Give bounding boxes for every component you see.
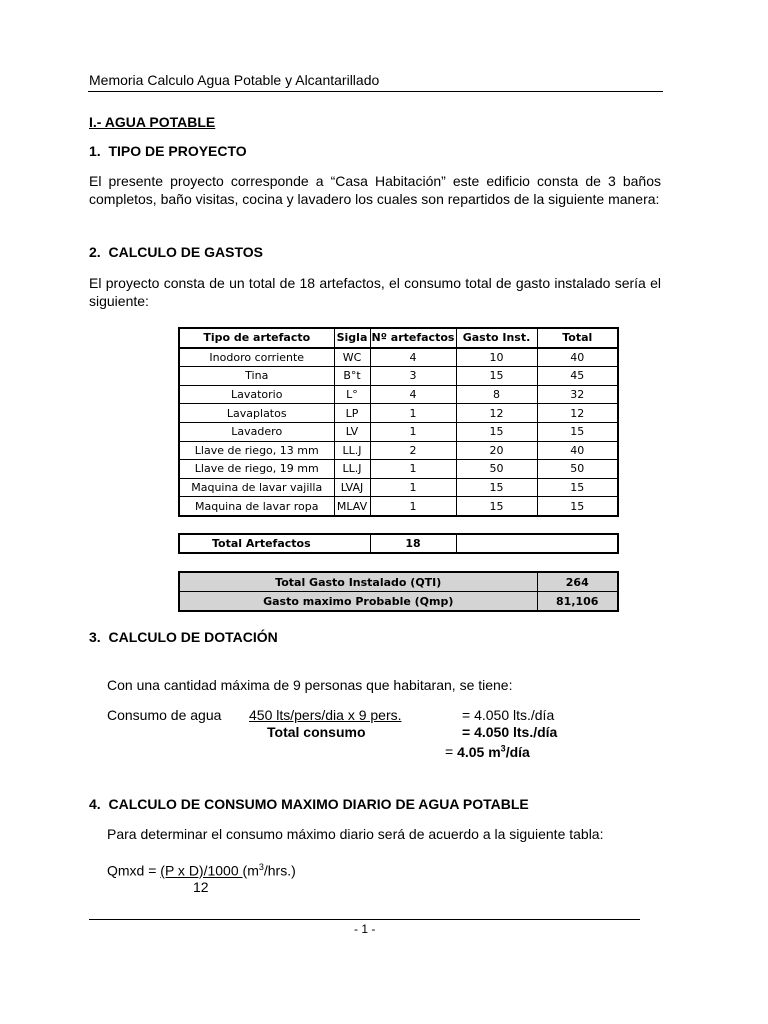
table-cell: MLAV	[334, 497, 370, 516]
section-2-number: 2.	[89, 244, 101, 260]
eq3-exp: 3	[500, 743, 506, 753]
eq3-value: 4.05 m	[457, 743, 501, 760]
section-2-title: CALCULO DE GASTOS	[108, 244, 263, 260]
table-cell: Lavadero	[179, 422, 334, 441]
page-number: - 1 -	[354, 922, 376, 936]
table-row	[179, 497, 618, 516]
table-cell: 4	[370, 385, 456, 404]
table-cell: 15	[456, 478, 537, 497]
table-cell: LVAJ	[334, 478, 370, 497]
table-cell: 1	[370, 404, 456, 423]
table-cell: 50	[456, 460, 537, 479]
section-4-intro: Para determinar el consumo máximo diario será de acuerdo a la siguiente tabla:	[107, 826, 604, 842]
section-4-heading	[89, 796, 529, 812]
qmxd-formula	[107, 862, 296, 879]
table-cell: 1	[370, 478, 456, 497]
eq3-suffix: /día	[505, 743, 530, 760]
total-artefactos-empty	[456, 534, 618, 553]
total-consumo-value: = 4.050 lts./día	[462, 724, 558, 740]
section-1-heading	[89, 143, 247, 159]
table-row	[179, 404, 618, 423]
table-cell: 12	[537, 404, 618, 423]
table-cell: 4	[370, 348, 456, 367]
table-cell: L°	[334, 385, 370, 404]
table-cell: 32	[537, 385, 618, 404]
table-cell: Llave de riego, 19 mm	[179, 460, 334, 479]
total-consumo-m3	[445, 743, 530, 760]
table-cell: 45	[537, 367, 618, 386]
qmp-label: Gasto maximo Probable (Qmp)	[179, 592, 537, 612]
qmp-value: 81,106	[537, 592, 618, 612]
section-1-title: TIPO DE PROYECTO	[108, 143, 247, 159]
table-cell: LV	[334, 422, 370, 441]
table-header-cell: Sigla	[334, 328, 370, 348]
table-cell: 40	[537, 348, 618, 367]
table-row	[179, 385, 618, 404]
table-cell: 15	[456, 367, 537, 386]
header-divider	[88, 91, 663, 92]
qmxd-unit-close: /hrs.)	[263, 862, 296, 879]
total-consumo-label: Total consumo	[267, 724, 366, 740]
total-artefactos-label: Total Artefactos	[179, 534, 370, 553]
table-row	[179, 367, 618, 386]
table-cell: 1	[370, 497, 456, 516]
table-cell: Maquina de lavar vajilla	[179, 478, 334, 497]
table-cell: B°t	[334, 367, 370, 386]
table-cell: 2	[370, 441, 456, 460]
footer-divider	[89, 919, 640, 920]
table-cell: Inodoro corriente	[179, 348, 334, 367]
total-artefactos-row	[179, 534, 618, 553]
consumo-result: = 4.050 lts./día	[462, 707, 555, 723]
table-cell: Lavatorio	[179, 385, 334, 404]
gastos-table	[178, 571, 619, 612]
qmxd-denominator: 12	[193, 879, 209, 895]
table-cell: 10	[456, 348, 537, 367]
qmxd-prefix: Qmxd =	[107, 862, 161, 879]
qmxd-unit-open: (m	[242, 862, 259, 879]
table-cell: 40	[537, 441, 618, 460]
table-header-cell: Total	[537, 328, 618, 348]
table-cell: 12	[456, 404, 537, 423]
table-cell: 1	[370, 422, 456, 441]
section-2-heading	[89, 244, 263, 260]
table-cell: 3	[370, 367, 456, 386]
table-header-cell: Nº artefactos	[370, 328, 456, 348]
table-cell: 15	[537, 422, 618, 441]
eq3-prefix: =	[445, 743, 458, 760]
table-cell: Maquina de lavar ropa	[179, 497, 334, 516]
table-header-row	[179, 328, 618, 348]
table-cell: 50	[537, 460, 618, 479]
section-3-intro: Con una cantidad máxima de 9 personas que habitaran, se tiene:	[107, 677, 513, 693]
table-cell: Tina	[179, 367, 334, 386]
section-1-number: 1.	[89, 143, 101, 159]
table-row	[179, 422, 618, 441]
section-1-paragraph: El presente proyecto corresponde a “Casa Habitación” este edificio consta de 3 baños completos, baño visitas, cocina y lavadero los cuales son repartidos de la siguiente manera:	[89, 173, 661, 207]
section-3-heading	[89, 629, 278, 645]
table-cell: 20	[456, 441, 537, 460]
table-row	[179, 460, 618, 479]
consumo-formula-line	[249, 707, 568, 723]
artifacts-table	[178, 327, 619, 517]
qti-label: Total Gasto Instalado (QTI)	[179, 572, 537, 592]
total-artefactos-table	[178, 533, 619, 554]
table-header-cell: Tipo de artefacto	[179, 328, 334, 348]
qti-value: 264	[537, 572, 618, 592]
table-cell: 8	[456, 385, 537, 404]
table-row	[179, 441, 618, 460]
qmxd-numerator: (P x D)/1000	[160, 862, 243, 879]
section-main-title: I.- AGUA POTABLE	[89, 114, 216, 130]
table-cell: 15	[456, 497, 537, 516]
section-4-number: 4.	[89, 796, 101, 812]
header-title: Memoria Calculo Agua Potable y Alcantarillado	[89, 72, 380, 88]
table-cell: 15	[537, 497, 618, 516]
qmxd-unit-exp: 3	[258, 862, 264, 872]
qti-row	[179, 572, 618, 592]
table-row	[179, 478, 618, 497]
table-cell: 15	[537, 478, 618, 497]
table-cell: LL.J	[334, 460, 370, 479]
section-4-title: CALCULO DE CONSUMO MAXIMO DIARIO DE AGUA POTABLE	[108, 796, 529, 812]
total-artefactos-value: 18	[370, 534, 456, 553]
table-header-cell: Gasto Inst.	[456, 328, 537, 348]
qmp-row	[179, 592, 618, 612]
table-cell: Llave de riego, 13 mm	[179, 441, 334, 460]
table-row	[179, 348, 618, 367]
table-cell: 1	[370, 460, 456, 479]
section-2-paragraph: El proyecto consta de un total de 18 artefactos, el consumo total de gasto instalado sería el siguiente:	[89, 275, 661, 309]
table-cell: 15	[456, 422, 537, 441]
table-cell: LP	[334, 404, 370, 423]
table-cell: WC	[334, 348, 370, 367]
consumo-formula: 450 lts/pers/dia x 9 pers.	[249, 707, 402, 723]
table-cell: LL.J	[334, 441, 370, 460]
section-3-title: CALCULO DE DOTACIÓN	[108, 629, 278, 645]
consumo-label: Consumo de agua	[107, 707, 222, 723]
table-cell: Lavaplatos	[179, 404, 334, 423]
section-3-number: 3.	[89, 629, 101, 645]
